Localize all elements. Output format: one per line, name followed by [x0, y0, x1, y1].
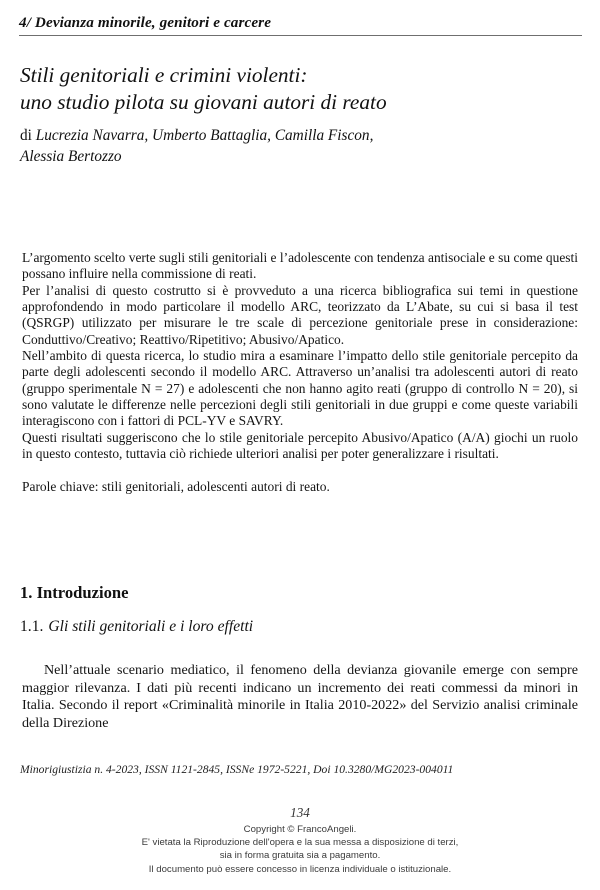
author-names-line-2: Alessia Bertozzo	[20, 147, 122, 165]
journal-citation: Minorigiustizia n. 4-2023, ISSN 1121-2845, ISSNe 1972-5221, Doi 10.3280/MG2023-004011	[20, 763, 454, 776]
author-byline-line-1	[20, 126, 490, 147]
copyright-notice	[0, 823, 600, 876]
body-text	[22, 662, 578, 732]
body-paragraph: Nell’attuale scenario mediatico, il fenomeno della devianza giovanile emerge con sempre maggior rilevanza. I dati più recenti indicano un incremento dei reati commessi da minori in Italia. Secondo il report «Criminalità minorile in Italia 2010-2022» del Servizio analisi criminale della Direzione	[22, 662, 578, 731]
copyright-line: sia in forma gratuita sia a pagamento.	[219, 850, 381, 862]
running-head	[19, 14, 582, 36]
author-byline	[20, 126, 490, 167]
running-head-rule	[19, 35, 582, 36]
author-names-line-1: Lucrezia Navarra, Umberto Battaglia, Camilla Fiscon,	[35, 127, 374, 144]
article-title-line-2: uno studio pilota su giovani autori di reato	[20, 90, 387, 114]
copyright-line: Il documento può essere concesso in licenza individuale o istituzionale.	[148, 863, 452, 875]
subsection-heading-stili-genitoriali	[20, 618, 253, 636]
abstract	[22, 250, 578, 495]
author-byline-line-2	[20, 147, 490, 168]
page-number: 134	[290, 805, 310, 820]
subsection-title: Gli stili genitoriali e i loro effetti	[48, 618, 254, 635]
copyright-line: Copyright © FrancoAngeli.	[243, 824, 357, 835]
abstract-paragraph: Per l’analisi di questo costrutto si è provveduto a una ricerca bibliografica sui temi in questione approfondendo in modo particolare il modello ARC, teorizzato da L’Abate, su cui si basa il test (QSRGP) utilizzato per misurare le tre scale di percezione genitoriale prese in considerazione: Conduttivo/Creativo; Reattivo/Ripetitivo; Abusivo/Apatico.	[22, 282, 578, 347]
running-head-label: 4/ Devianza minorile, genitori e carcere	[19, 14, 272, 31]
abstract-paragraph: Questi risultati suggeriscono che lo stile genitoriale percepito Abusivo/Apatico (A/A) giochi un ruolo in questo contesto, tuttavia ciò richiede ulteriori analisi per poter generalizzare i risultati.	[22, 429, 578, 462]
article-title-line-1: Stili genitoriali e crimini violenti:	[20, 63, 308, 87]
subsection-number: 1.1.	[20, 618, 44, 635]
copyright-line: E' vietata la Riproduzione dell'opera e la sua messa a disposizione di terzi,	[141, 837, 459, 849]
section-heading-introduzione: 1. Introduzione	[20, 583, 129, 602]
article-title	[20, 62, 580, 116]
abstract-paragraph: Nell’ambito di questa ricerca, lo studio mira a esaminare l’impatto dello stile genitoriale percepito da parte degli adolescenti secondo il modello ARC. Attraverso un’analisi tra adolescenti autori di reato (gruppo sperimentale N = 27) e adolescenti che non hanno agito reati (gruppo di controllo N = 20), si sono valutate le differenze nelle percezioni degli stili genitoriali in due gruppi e come queste variabili interagiscono con i fattori di PCL-YV e SAVRY.	[22, 348, 578, 429]
byline-prefix: di	[20, 127, 36, 144]
abstract-paragraph: L’argomento scelto verte sugli stili genitoriali e l’adolescente con tendenza antisociale e su come questi possano influire nella commissione di reati.	[22, 250, 578, 282]
keywords-line: Parole chiave: stili genitoriali, adolescenti autori di reato.	[22, 478, 330, 494]
